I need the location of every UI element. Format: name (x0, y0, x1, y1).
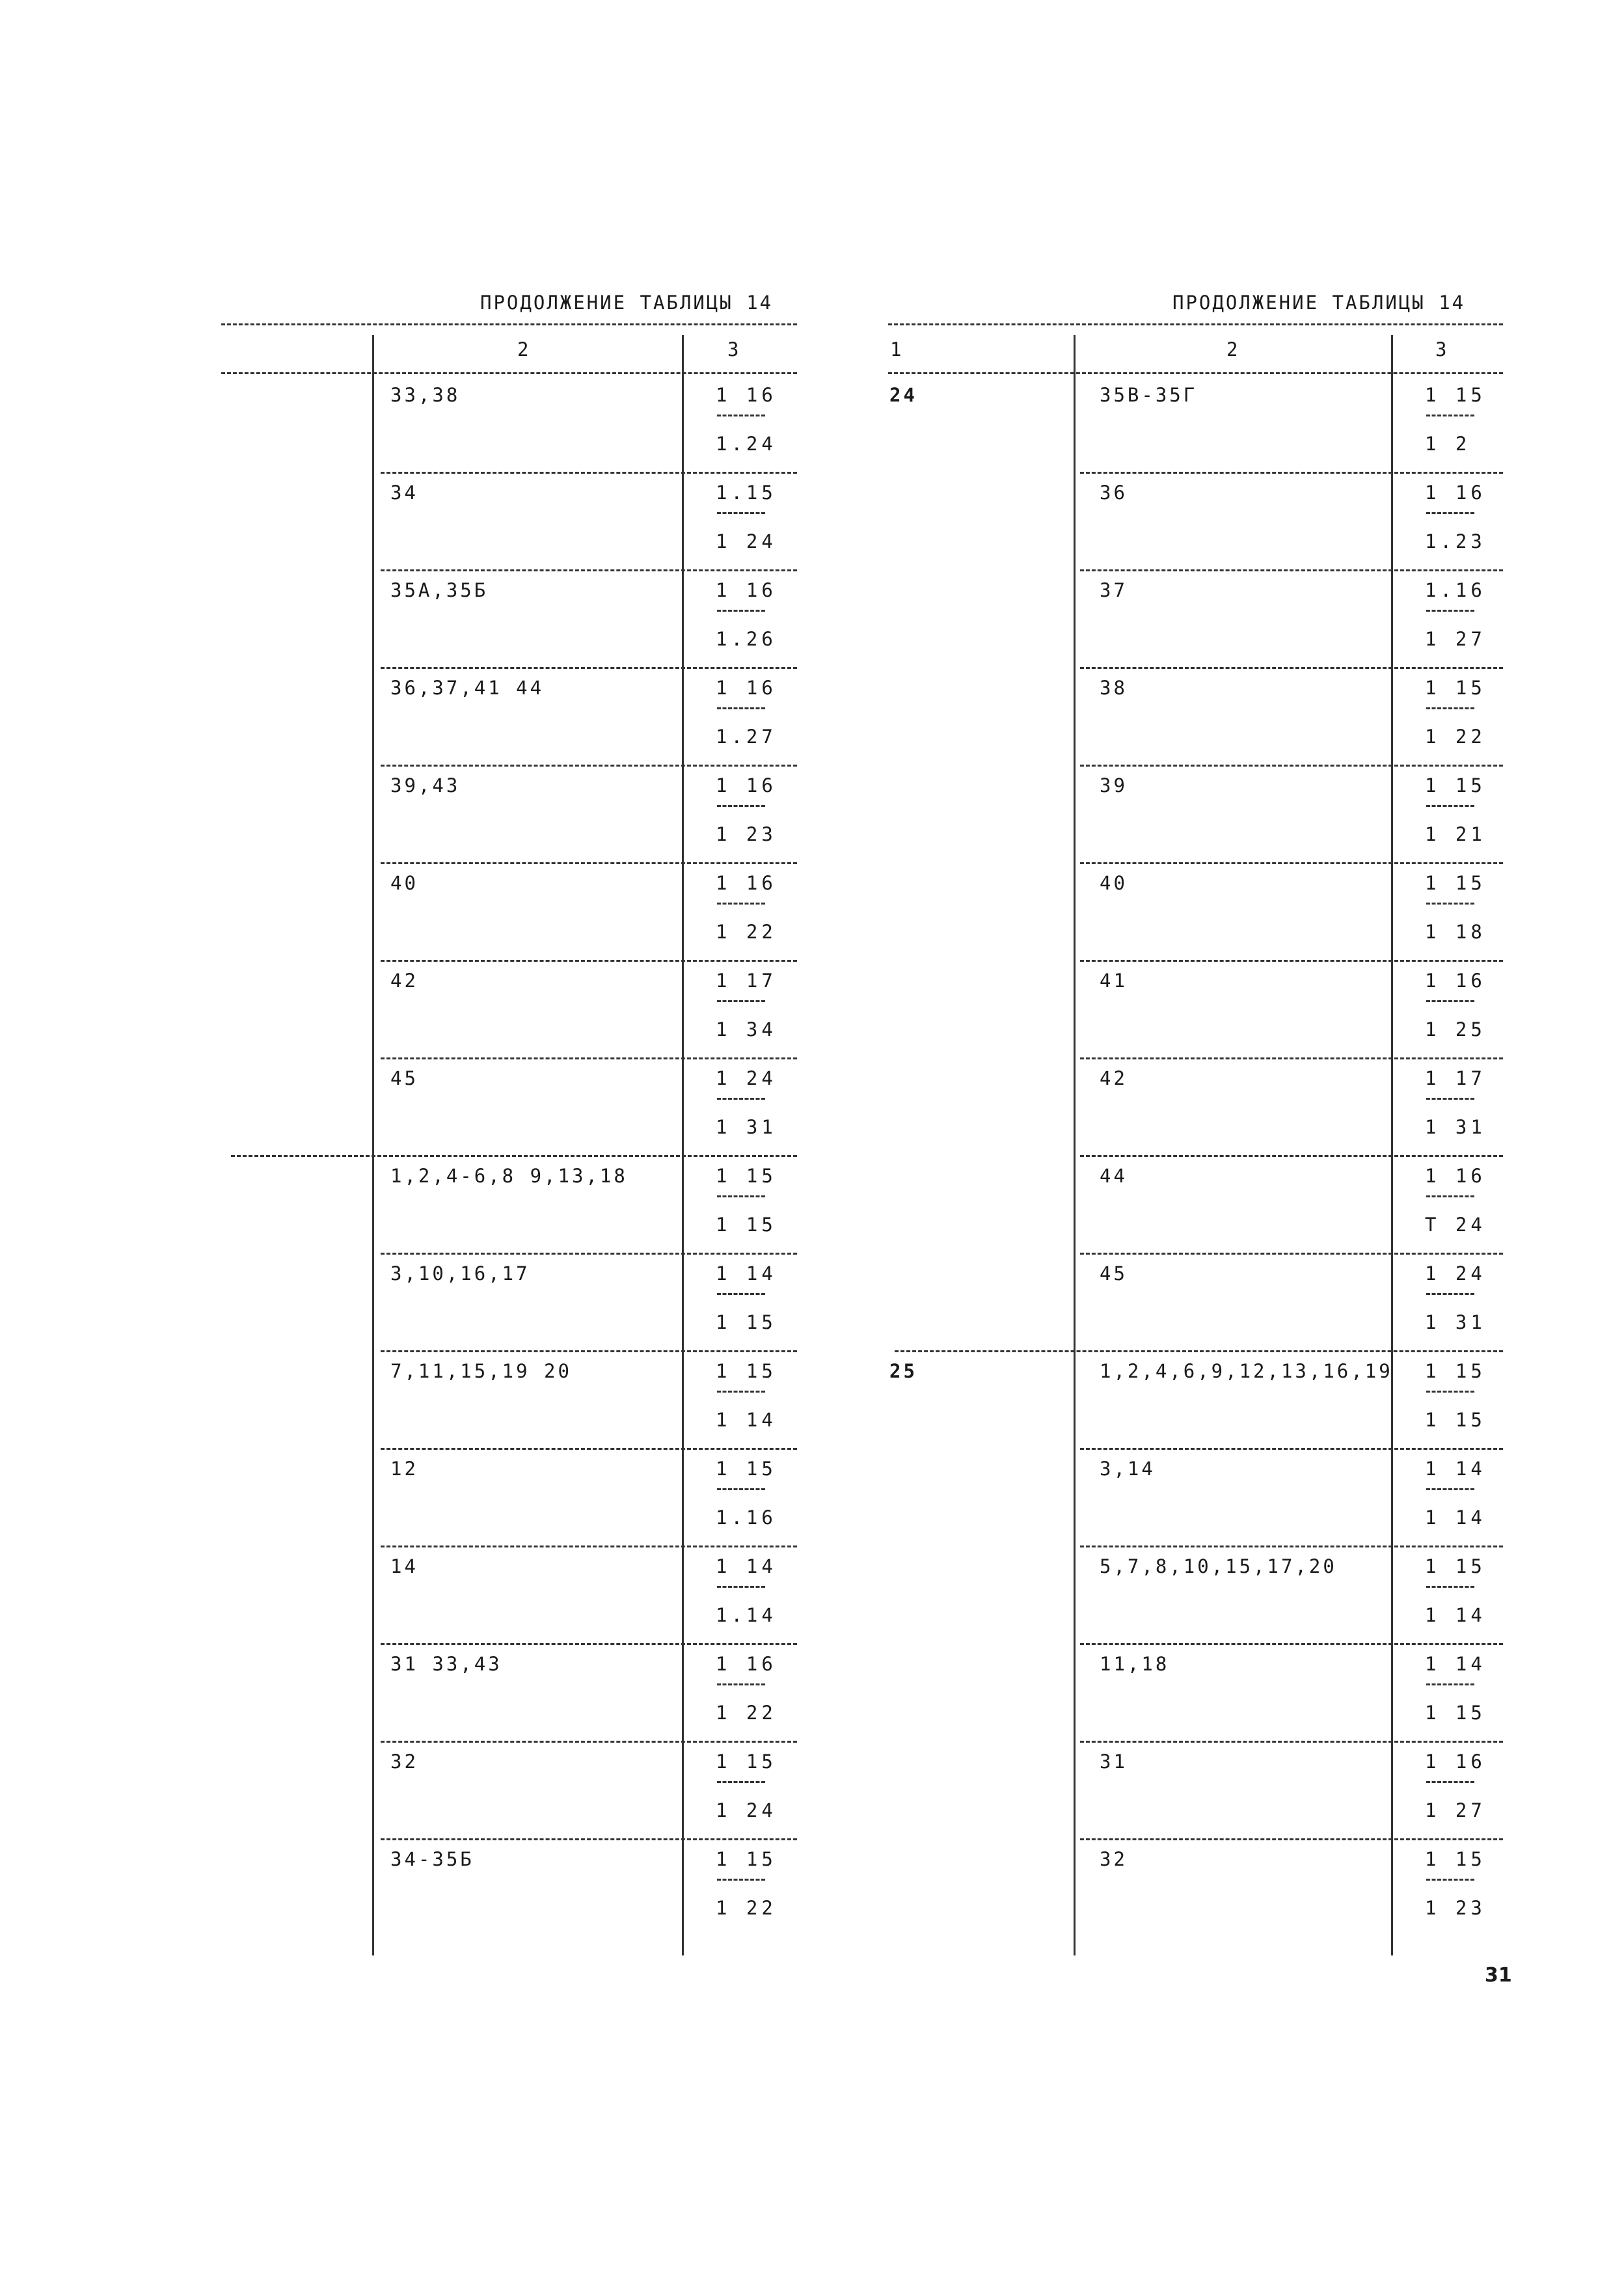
fraction-numerator: 1 24 (716, 1067, 777, 1089)
fraction-numerator: 1 15 (1425, 384, 1486, 406)
fraction-denominator: 1.14 (716, 1604, 777, 1626)
fraction-bar (717, 1683, 765, 1685)
fraction-denominator: 1 2 (1425, 433, 1471, 455)
item-numbers: 36,37,41 44 (390, 677, 545, 699)
item-numbers: 31 33,43 (390, 1653, 502, 1675)
fraction-denominator: 1 27 (1425, 628, 1486, 650)
column-header-3: 3 (727, 338, 739, 361)
item-numbers: 33,38 (390, 384, 461, 406)
fraction-denominator: 1 22 (716, 1702, 777, 1724)
group-number: 24 (889, 384, 917, 406)
item-numbers: 37 (1100, 579, 1128, 601)
item-numbers: 14 (390, 1555, 418, 1577)
fraction-numerator: 1 14 (716, 1555, 777, 1577)
row-divider (381, 472, 797, 474)
fraction-numerator: 1 15 (716, 1165, 777, 1187)
row-divider (1080, 1057, 1503, 1059)
fraction-bar (717, 1781, 765, 1783)
row-divider (1080, 1448, 1503, 1450)
item-numbers: 5,7,8,10,15,17,20 (1100, 1555, 1337, 1577)
fraction-bar (717, 1488, 765, 1490)
fraction-denominator: 1 14 (1425, 1506, 1486, 1529)
row-divider (231, 1155, 797, 1157)
item-numbers: 12 (390, 1458, 418, 1480)
fraction-denominator: 1 24 (716, 1799, 777, 1821)
table-top-rule (888, 323, 1503, 325)
item-numbers: 45 (1100, 1262, 1128, 1285)
row-divider (381, 1838, 797, 1840)
fraction-bar (1426, 805, 1474, 807)
column-header-1: 1 (890, 338, 902, 361)
item-numbers: 42 (390, 970, 418, 992)
fraction-numerator: 1 16 (716, 872, 777, 894)
fraction-denominator: 1 31 (1425, 1116, 1486, 1138)
fraction-denominator: 1 22 (716, 921, 777, 943)
item-numbers: 40 (1100, 872, 1128, 894)
item-numbers: 32 (390, 1750, 418, 1773)
table-top-rule (221, 323, 797, 325)
item-numbers: 3,14 (1100, 1458, 1156, 1480)
table-caption: ПРОДОЛЖЕНИЕ ТАБЛИЦЫ 14 (1172, 292, 1466, 314)
fraction-denominator: Т 24 (1425, 1214, 1486, 1236)
fraction-bar (717, 903, 765, 905)
group-number: 25 (889, 1360, 917, 1382)
fraction-numerator: 1 16 (1425, 1750, 1486, 1773)
row-divider (1080, 1155, 1503, 1157)
row-divider (1080, 472, 1503, 474)
row-divider (381, 667, 797, 669)
fraction-denominator: 1.16 (716, 1506, 777, 1529)
fraction-denominator: 1 23 (716, 823, 777, 845)
fraction-numerator: 1 16 (716, 774, 777, 797)
item-numbers: 40 (390, 872, 418, 894)
fraction-denominator: 1 15 (716, 1311, 777, 1333)
item-numbers: 1,2,4-6,8 9,13,18 (390, 1165, 628, 1187)
fraction-numerator: 1 16 (1425, 1165, 1486, 1187)
fraction-bar (1426, 903, 1474, 905)
fraction-numerator: 1 15 (716, 1848, 777, 1870)
row-divider (1080, 1838, 1503, 1840)
fraction-bar (1426, 1000, 1474, 1002)
row-divider (381, 1253, 797, 1255)
fraction-bar (717, 1000, 765, 1002)
column-header-2: 2 (1226, 338, 1238, 361)
column-header-3: 3 (1435, 338, 1447, 361)
fraction-denominator: 1 34 (716, 1018, 777, 1041)
fraction-numerator: 1 17 (716, 970, 777, 992)
fraction-bar (717, 805, 765, 807)
row-divider (381, 960, 797, 962)
fraction-numerator: 1 16 (716, 677, 777, 699)
column-header-2: 2 (517, 338, 529, 361)
row-divider (381, 1643, 797, 1645)
item-numbers: 34-35Б (390, 1848, 474, 1870)
fraction-denominator: 1.27 (716, 726, 777, 748)
fraction-numerator: 1 17 (1425, 1067, 1486, 1089)
header-bottom-rule (888, 372, 1503, 374)
fraction-denominator: 1 14 (716, 1409, 777, 1431)
fraction-bar (717, 1586, 765, 1588)
fraction-numerator: 1 24 (1425, 1262, 1486, 1285)
fraction-numerator: 1 16 (716, 384, 777, 406)
item-numbers: 41 (1100, 970, 1128, 992)
fraction-denominator: 1 23 (1425, 1897, 1486, 1919)
fraction-denominator: 1 14 (1425, 1604, 1486, 1626)
fraction-bar (717, 1293, 765, 1295)
fraction-bar (717, 707, 765, 709)
fraction-numerator: 1.15 (716, 482, 777, 504)
item-numbers: 35А,35Б (390, 579, 489, 601)
item-numbers: 36 (1100, 482, 1128, 504)
row-divider (381, 1448, 797, 1450)
fraction-denominator: 1 15 (1425, 1409, 1486, 1431)
column-separator (1074, 335, 1076, 1955)
item-numbers: 42 (1100, 1067, 1128, 1089)
fraction-bar (717, 1195, 765, 1197)
fraction-bar (1426, 1586, 1474, 1588)
fraction-denominator: 1.24 (716, 433, 777, 455)
item-numbers: 35В-35Г (1100, 384, 1198, 406)
row-divider (1080, 569, 1503, 571)
row-divider (1080, 667, 1503, 669)
row-divider (1080, 960, 1503, 962)
fraction-bar (1426, 1098, 1474, 1100)
row-divider (381, 1546, 797, 1547)
fraction-numerator: 1 15 (716, 1360, 777, 1382)
fraction-bar (1426, 1781, 1474, 1783)
fraction-numerator: 1 15 (1425, 1848, 1486, 1870)
fraction-bar (717, 512, 765, 514)
fraction-bar (717, 610, 765, 612)
fraction-bar (1426, 1488, 1474, 1490)
header-bottom-rule (221, 372, 797, 374)
row-divider (1080, 1546, 1503, 1547)
fraction-bar (1426, 415, 1474, 416)
row-divider (1080, 862, 1503, 864)
row-divider (1080, 1253, 1503, 1255)
fraction-denominator: 1 31 (1425, 1311, 1486, 1333)
fraction-numerator: 1 16 (1425, 970, 1486, 992)
fraction-numerator: 1 15 (716, 1458, 777, 1480)
fraction-denominator: 1 31 (716, 1116, 777, 1138)
table-caption: ПРОДОЛЖЕНИЕ ТАБЛИЦЫ 14 (480, 292, 774, 314)
page-number: 31 (1485, 1964, 1512, 1987)
fraction-denominator: 1 22 (716, 1897, 777, 1919)
fraction-bar (1426, 1195, 1474, 1197)
item-numbers: 45 (390, 1067, 418, 1089)
item-numbers: 1,2,4,6,9,12,13,16,19 (1100, 1360, 1393, 1382)
fraction-bar (1426, 512, 1474, 514)
item-numbers: 3,10,16,17 (390, 1262, 530, 1285)
fraction-bar (717, 415, 765, 416)
fraction-bar (1426, 1391, 1474, 1393)
item-numbers: 11,18 (1100, 1653, 1170, 1675)
column-separator (1391, 335, 1393, 1955)
fraction-denominator: 1.26 (716, 628, 777, 650)
item-numbers: 44 (1100, 1165, 1128, 1187)
fraction-denominator: 1 18 (1425, 921, 1486, 943)
fraction-denominator: 1 25 (1425, 1018, 1486, 1041)
fraction-bar (1426, 707, 1474, 709)
item-numbers: 31 (1100, 1750, 1128, 1773)
fraction-denominator: 1 22 (1425, 726, 1486, 748)
fraction-numerator: 1 14 (1425, 1653, 1486, 1675)
item-numbers: 7,11,15,19 20 (390, 1360, 572, 1382)
fraction-numerator: 1 16 (716, 1653, 777, 1675)
fraction-bar (1426, 1293, 1474, 1295)
fraction-bar (1426, 1683, 1474, 1685)
fraction-denominator: 1 21 (1425, 823, 1486, 845)
fraction-numerator: 1 15 (1425, 872, 1486, 894)
row-divider (381, 1350, 797, 1352)
fraction-numerator: 1 15 (1425, 677, 1486, 699)
item-numbers: 39,43 (390, 774, 461, 797)
fraction-denominator: 1 15 (716, 1214, 777, 1236)
item-numbers: 34 (390, 482, 418, 504)
row-divider (381, 765, 797, 767)
fraction-bar (717, 1391, 765, 1393)
item-numbers: 39 (1100, 774, 1128, 797)
fraction-numerator: 1 15 (716, 1750, 777, 1773)
column-separator (372, 335, 374, 1955)
row-divider (1080, 1741, 1503, 1743)
fraction-denominator: 1 27 (1425, 1799, 1486, 1821)
fraction-bar (1426, 1879, 1474, 1881)
row-divider (381, 862, 797, 864)
item-numbers: 38 (1100, 677, 1128, 699)
fraction-numerator: 1 14 (1425, 1458, 1486, 1480)
row-divider (381, 569, 797, 571)
item-numbers: 32 (1100, 1848, 1128, 1870)
row-divider (1080, 765, 1503, 767)
fraction-numerator: 1 15 (1425, 774, 1486, 797)
row-divider (381, 1741, 797, 1743)
fraction-numerator: 1 15 (1425, 1555, 1486, 1577)
fraction-denominator: 1.23 (1425, 530, 1486, 552)
fraction-numerator: 1.16 (1425, 579, 1486, 601)
fraction-numerator: 1 14 (716, 1262, 777, 1285)
row-divider (381, 1057, 797, 1059)
fraction-numerator: 1 16 (716, 579, 777, 601)
fraction-denominator: 1 24 (716, 530, 777, 552)
row-divider (1080, 1643, 1503, 1645)
column-separator (682, 335, 684, 1955)
fraction-denominator: 1 15 (1425, 1702, 1486, 1724)
fraction-bar (717, 1879, 765, 1881)
fraction-numerator: 1 16 (1425, 482, 1486, 504)
fraction-numerator: 1 15 (1425, 1360, 1486, 1382)
fraction-bar (717, 1098, 765, 1100)
fraction-bar (1426, 610, 1474, 612)
row-divider (895, 1350, 1503, 1352)
